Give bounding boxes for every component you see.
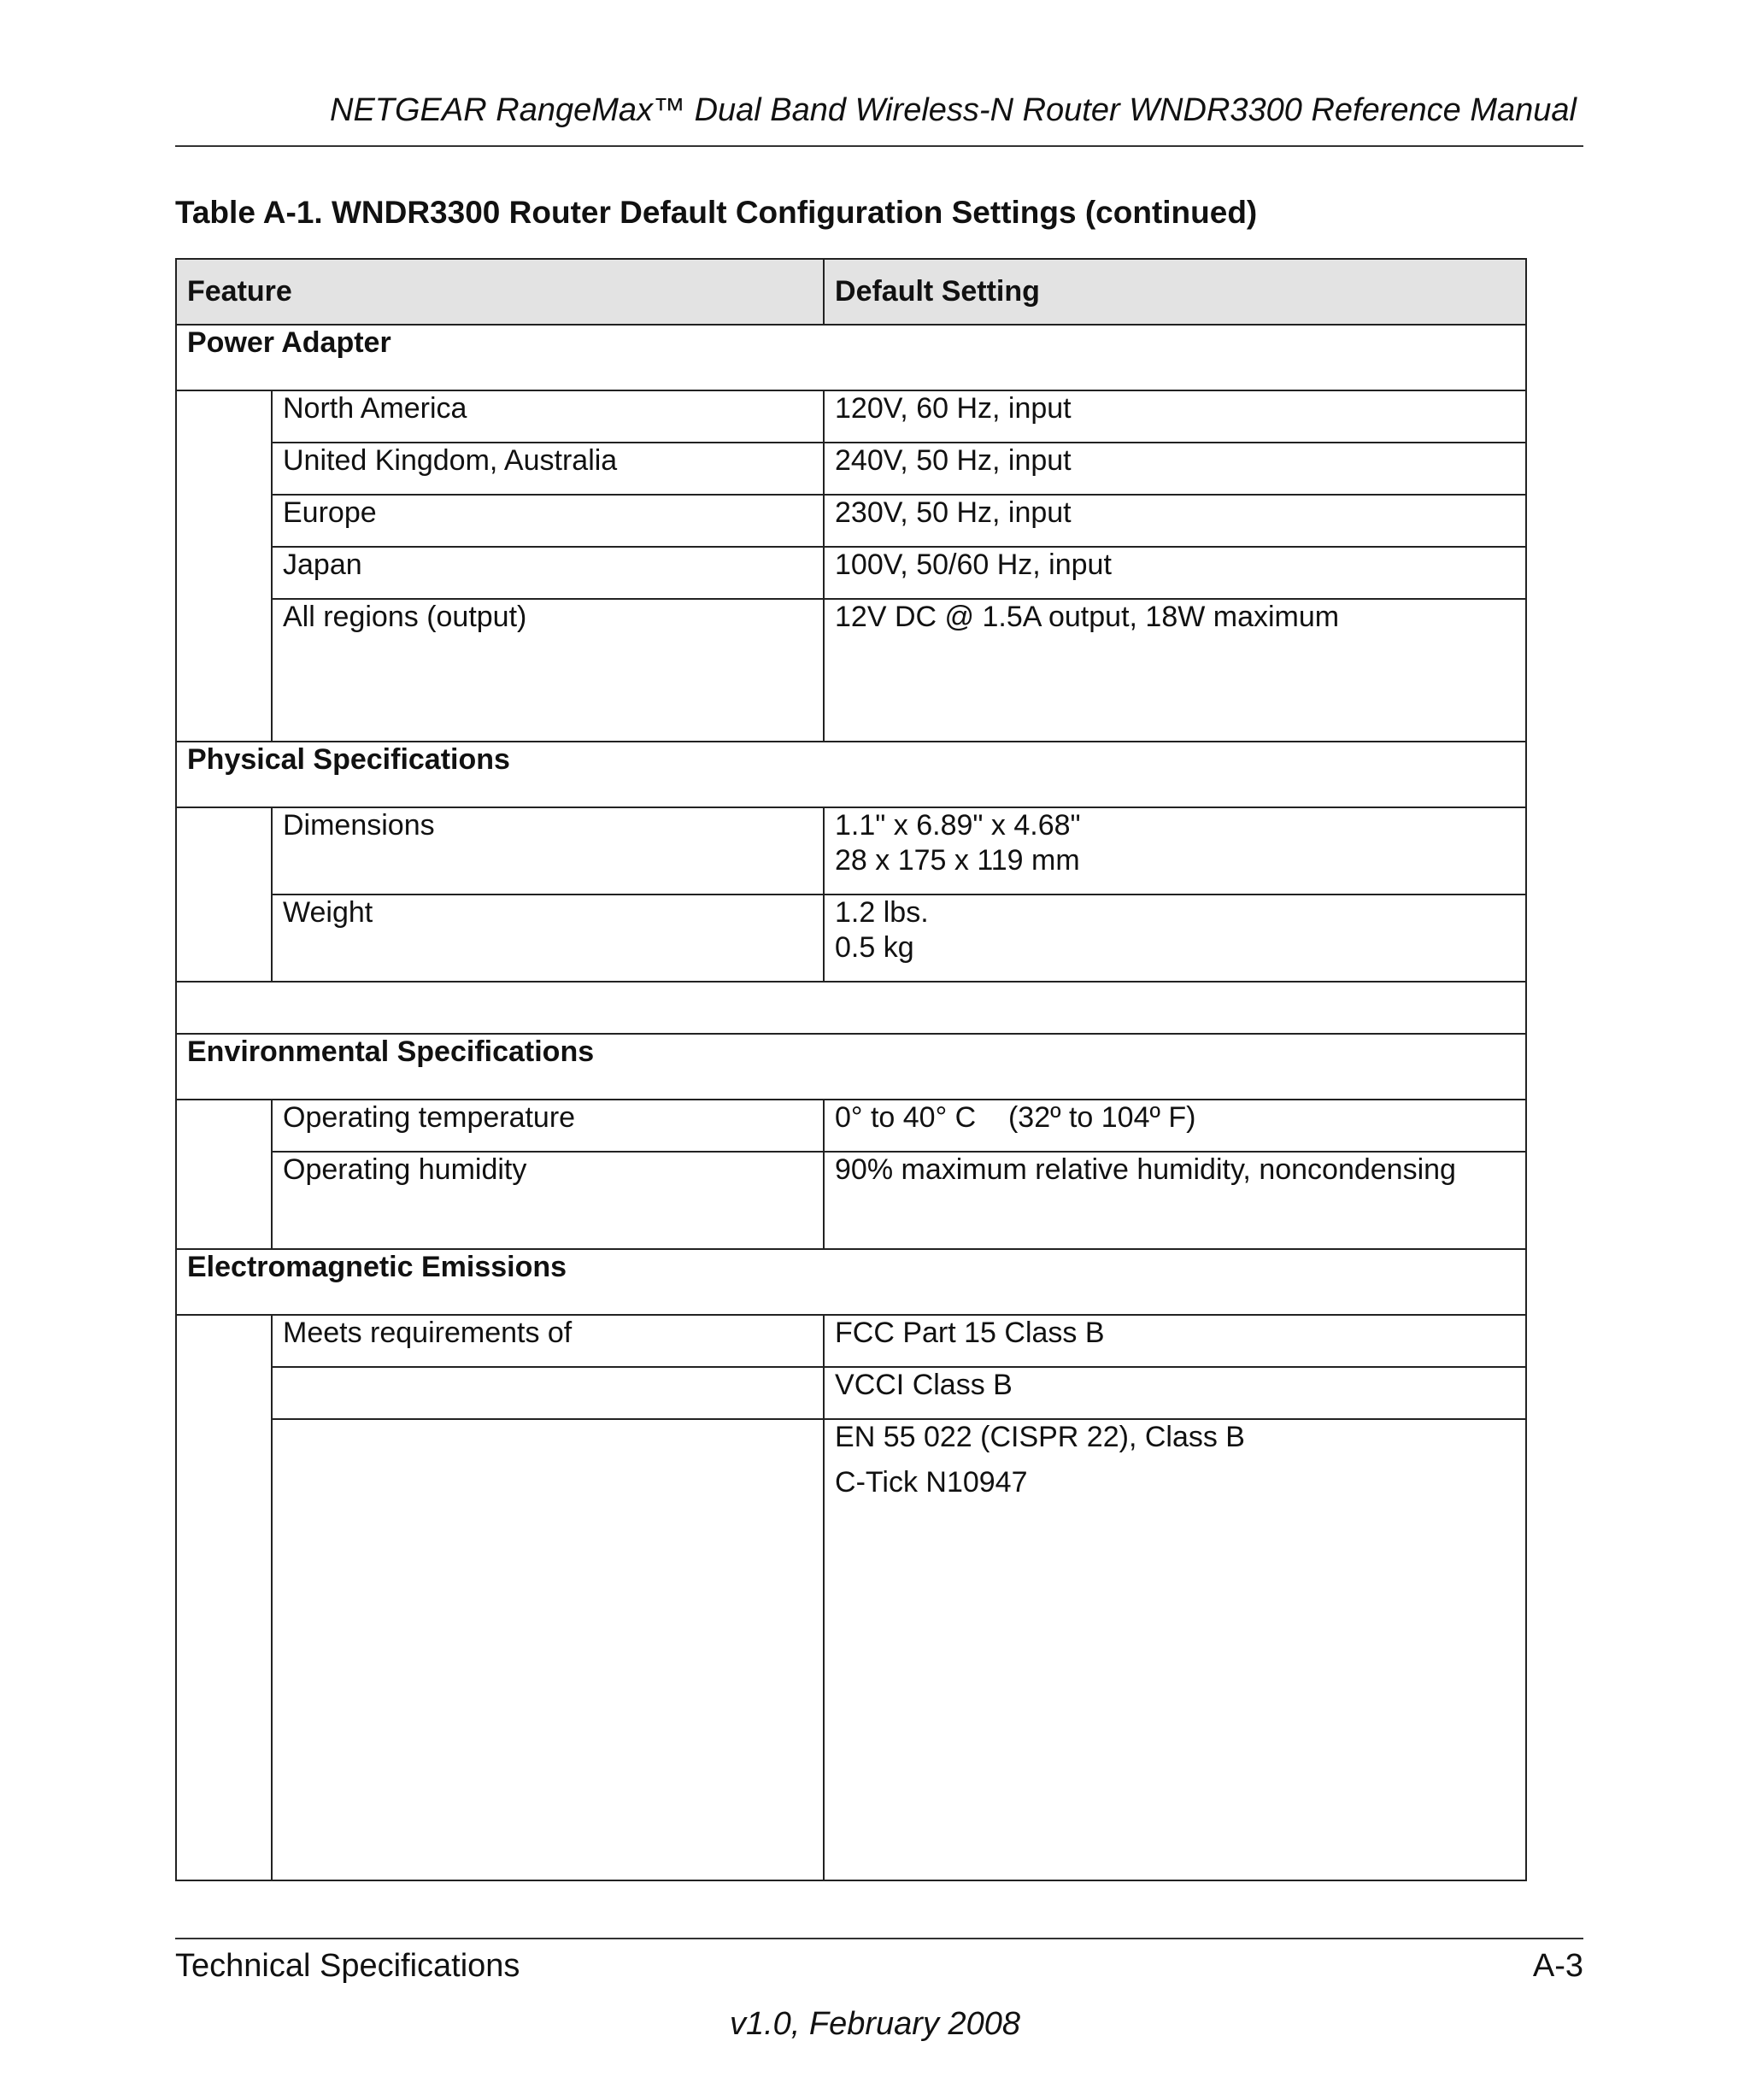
section-title-environmental-specifications: Environmental Specifications <box>176 1034 1526 1100</box>
table-header-row <box>176 259 1526 325</box>
section-row <box>176 1034 1526 1100</box>
section-title-physical-specifications: Physical Specifications <box>176 742 1526 807</box>
feature-cell: Dimensions <box>272 807 824 895</box>
table-row <box>176 443 1526 495</box>
setting-cell: 90% maximum relative humidity, noncondensing <box>824 1152 1526 1249</box>
section-row <box>176 742 1526 807</box>
setting-cell: 240V, 50 Hz, input <box>824 443 1526 495</box>
setting-line: C-Tick N10947 <box>835 1466 1028 1499</box>
table-row <box>176 547 1526 599</box>
table-row <box>176 895 1526 982</box>
setting-cell: FCC Part 15 Class B <box>824 1315 1526 1367</box>
feature-cell: Japan <box>272 547 824 599</box>
table-row <box>176 1315 1526 1367</box>
setting-cell: 120V, 60 Hz, input <box>824 390 1526 443</box>
table-row <box>176 1100 1526 1152</box>
section-title-power-adapter: Power Adapter <box>176 325 1526 390</box>
column-header-feature: Feature <box>176 259 824 325</box>
table-row <box>176 1152 1526 1249</box>
setting-line: EN 55 022 (CISPR 22), Class B <box>835 1421 1245 1453</box>
feature-cell: All regions (output) <box>272 599 824 742</box>
default-settings-table <box>175 258 1527 1881</box>
feature-cell: Weight <box>272 895 824 982</box>
footer-page-number: A-3 <box>1532 1948 1583 1984</box>
page-header-title: NETGEAR RangeMax™ Dual Band Wireless-N Router WNDR3300 Reference Manual <box>330 92 1577 128</box>
feature-cell: North America <box>272 390 824 443</box>
table-caption: Table A-1. WNDR3300 Router Default Configuration Settings (continued) <box>175 195 1258 230</box>
section-row <box>176 1249 1526 1315</box>
feature-cell <box>272 1367 824 1419</box>
header-divider <box>175 145 1583 147</box>
footer-divider <box>175 1938 1583 1939</box>
table-row <box>176 599 1526 742</box>
feature-cell <box>272 1419 824 1880</box>
setting-line: 1.2 lbs. <box>835 896 929 929</box>
setting-cell: VCCI Class B <box>824 1367 1526 1419</box>
table-row <box>176 1367 1526 1419</box>
setting-cell: 230V, 50 Hz, input <box>824 495 1526 547</box>
feature-cell: Europe <box>272 495 824 547</box>
footer-section-name: Technical Specifications <box>175 1948 520 1984</box>
setting-cell <box>824 1419 1526 1880</box>
setting-cell: 100V, 50/60 Hz, input <box>824 547 1526 599</box>
table-row <box>176 1419 1526 1880</box>
indent-cell <box>176 1315 272 1880</box>
feature-cell: Operating temperature <box>272 1100 824 1152</box>
indent-cell <box>176 390 272 742</box>
table-row <box>176 495 1526 547</box>
setting-line: 0.5 kg <box>835 931 914 964</box>
section-row <box>176 325 1526 390</box>
spacer-row <box>176 982 1526 1034</box>
feature-cell: Operating humidity <box>272 1152 824 1249</box>
feature-cell: Meets requirements of <box>272 1315 824 1367</box>
column-header-default-setting: Default Setting <box>824 259 1526 325</box>
footer-version: v1.0, February 2008 <box>729 2006 1021 2042</box>
setting-line: 28 x 175 x 119 mm <box>835 844 1080 877</box>
table-row <box>176 807 1526 895</box>
empty-cell <box>176 982 1526 1034</box>
setting-cell <box>824 807 1526 895</box>
table-row <box>176 390 1526 443</box>
indent-cell <box>176 1100 272 1249</box>
section-title-electromagnetic-emissions: Electromagnetic Emissions <box>176 1249 1526 1315</box>
setting-cell <box>824 895 1526 982</box>
setting-line: 1.1" x 6.89" x 4.68" <box>835 809 1081 842</box>
feature-cell: United Kingdom, Australia <box>272 443 824 495</box>
indent-cell <box>176 807 272 982</box>
setting-cell: 0° to 40° C (32º to 104º F) <box>824 1100 1526 1152</box>
setting-cell: 12V DC @ 1.5A output, 18W maximum <box>824 599 1526 742</box>
